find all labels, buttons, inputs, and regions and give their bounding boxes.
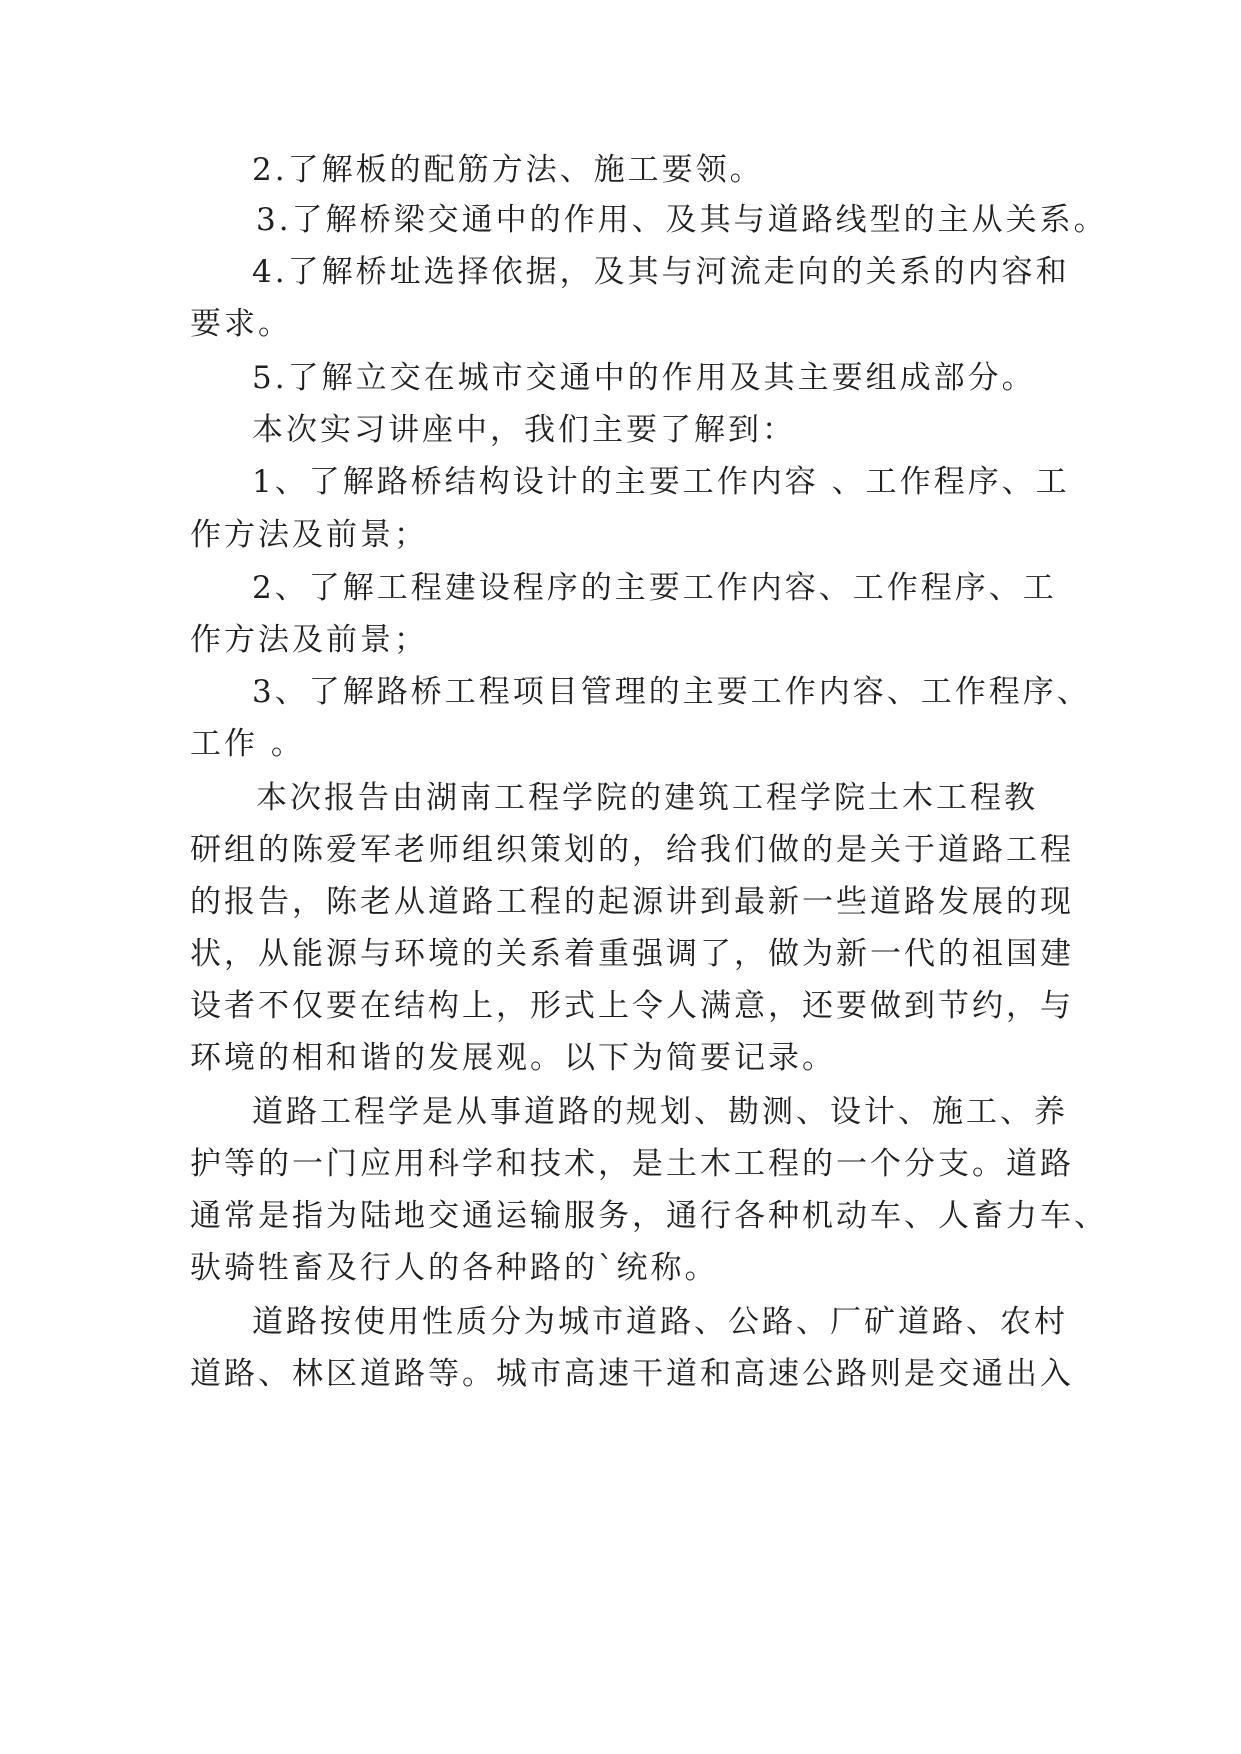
paragraph-line: 2、了解工程建设程序的主要工作内容、工作程序、工 [252, 570, 1057, 606]
paragraph-line: 工作 。 [190, 726, 305, 762]
paragraph-line: 道路按使用性质分为城市道路、公路、厂矿道路、农村 [252, 1304, 1068, 1340]
paragraph-line: 2.了解板的配筋方法、施工要领。 [252, 152, 764, 188]
paragraph-line: 3、了解路桥工程项目管理的主要工作内容、工作程序、 [252, 674, 1091, 710]
paragraph-line: 研组的陈爱军老师组织策划的，给我们做的是关于道路工程 [190, 832, 1074, 868]
paragraph-line: 设者不仅要在结构上，形式上令人满意，还要做到节约，与 [190, 988, 1074, 1024]
paragraph-line: 作方法及前景； [190, 517, 428, 553]
paragraph-line: 本次实习讲座中，我们主要了解到： [252, 412, 796, 448]
paragraph-line: 道路工程学是从事道路的规划、勘测、设计、施工、养 [252, 1094, 1068, 1130]
paragraph-line: 的报告，陈老从道路工程的起源讲到最新一些道路发展的现 [190, 884, 1074, 920]
paragraph-line: 要求。 [190, 306, 292, 342]
paragraph-line: 1、了解路桥结构设计的主要工作内容 、工作程序、工 [252, 464, 1070, 500]
paragraph-line: 4.了解桥址选择依据，及其与河流走向的关系的内容和 [252, 254, 1070, 290]
paragraph-line: 5.了解立交在城市交通中的作用及其主要组成部分。 [252, 360, 1036, 396]
paragraph-line: 状，从能源与环境的关系着重强调了，做为新一代的祖国建 [190, 936, 1074, 972]
paragraph-line: 作方法及前景； [190, 622, 428, 658]
paragraph-line: 3.了解桥梁交通中的作用、及其与道路线型的主从关系。 [256, 202, 1108, 238]
paragraph-line: 环境的相和谐的发展观。以下为简要记录。 [190, 1040, 836, 1076]
paragraph-line: 驮骑牲畜及行人的各种路的`统称。 [190, 1250, 719, 1286]
paragraph-line: 通常是指为陆地交通运输服务，通行各种机动车、人畜力车、 [190, 1198, 1108, 1234]
paragraph-line: 本次报告由湖南工程学院的建筑工程学院土木工程教 [256, 780, 1038, 816]
paragraph-line: 护等的一门应用科学和技术，是土木工程的一个分支。道路 [190, 1146, 1074, 1182]
paragraph-line: 道路、林区道路等。城市高速干道和高速公路则是交通出入 [190, 1356, 1074, 1392]
